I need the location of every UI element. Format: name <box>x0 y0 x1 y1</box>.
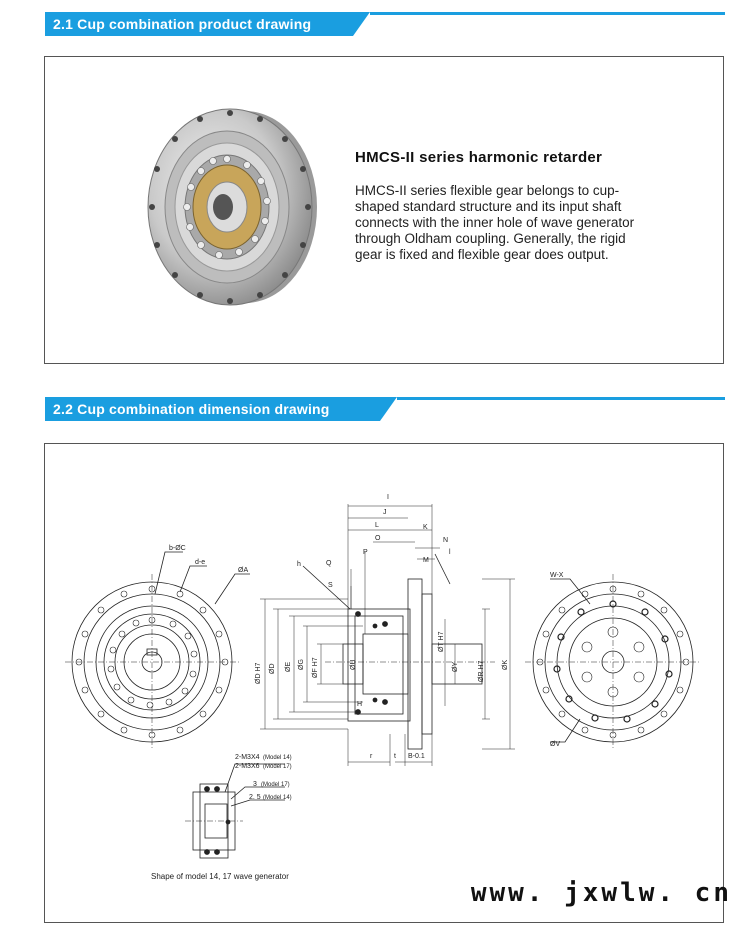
dim-L: L <box>375 522 379 529</box>
dim-DH7: ØD H7 <box>255 662 262 684</box>
dim-l: l <box>449 549 451 556</box>
product-description: HMCS-II series flexible gear belongs to cup-shaped standard structure and its input shaft connects with the inner hole of wave generator through Oldham coupling. Generally, the rigid gear is fixed and flexible gear does output. <box>355 183 635 262</box>
dim-J: J <box>383 509 387 516</box>
callout-3: 3 <box>253 781 257 788</box>
callout-m3x4-model: (Model 14) <box>263 755 292 761</box>
label-ov: ØV <box>550 741 561 748</box>
section-title-product: 2.1 Cup combination product drawing <box>53 16 312 32</box>
section-header-dimension <box>45 397 725 421</box>
wave-generator-detail <box>185 764 285 858</box>
dimension-panel <box>44 443 724 923</box>
callout-2-5: 2. 5 <box>249 794 261 801</box>
dim-Q: Q <box>326 560 332 567</box>
product-title: HMCS-II series harmonic retarder <box>355 149 603 166</box>
dim-E: ØE <box>285 661 292 672</box>
label-b-oc: b-ØC <box>169 545 186 552</box>
dim-h: h <box>297 561 301 568</box>
callout-m3x6: 2-M3X6 <box>235 763 260 770</box>
label-d-e: d-e <box>195 559 206 566</box>
callout-m3x4: 2-M3X4 <box>235 754 260 761</box>
callout-m3x6-model: (Model 17) <box>263 764 292 770</box>
callout-3-model: (Model 17) <box>261 782 290 788</box>
front-view-right <box>525 574 701 750</box>
dim-M: M <box>423 557 429 564</box>
dim-FH7: ØF H7 <box>312 657 319 678</box>
dim-B: B-0.1 <box>408 753 425 760</box>
label-w-x: W-X <box>550 572 564 579</box>
watermark: www. jxwlw. cn <box>470 878 732 908</box>
dim-RH7: ØR H7 <box>478 660 485 682</box>
front-view-left <box>65 552 250 750</box>
dim-G: ØG <box>298 659 305 670</box>
dim-H: H <box>357 701 363 708</box>
dim-U: ØU <box>350 659 357 670</box>
dim-K: K <box>423 524 428 531</box>
product-panel <box>44 56 724 364</box>
dim-K-dia: ØK <box>502 659 509 670</box>
dim-P: P <box>363 549 368 556</box>
section-title-dimension: 2.2 Cup combination dimension drawing <box>53 401 330 417</box>
callout-2-5-model: (Model 14) <box>263 795 292 801</box>
dimension-drawing <box>45 444 723 922</box>
dim-N: N <box>443 537 449 544</box>
dim-O: O <box>375 535 381 542</box>
dim-D: ØD <box>269 663 276 674</box>
dim-TH7: ØT H7 <box>438 631 445 652</box>
dim-t: t <box>394 753 396 760</box>
dim-I: I <box>387 494 389 501</box>
dim-r: r <box>370 753 373 760</box>
wave-generator-caption: Shape of model 14, 17 wave generator <box>151 872 289 881</box>
dim-Y: ØY <box>452 661 459 672</box>
label-oa: ØA <box>238 567 249 574</box>
section-header-product <box>45 12 725 36</box>
dim-S: S <box>328 582 333 589</box>
section-view <box>260 504 515 766</box>
harmonic-retarder-photo <box>135 97 325 317</box>
